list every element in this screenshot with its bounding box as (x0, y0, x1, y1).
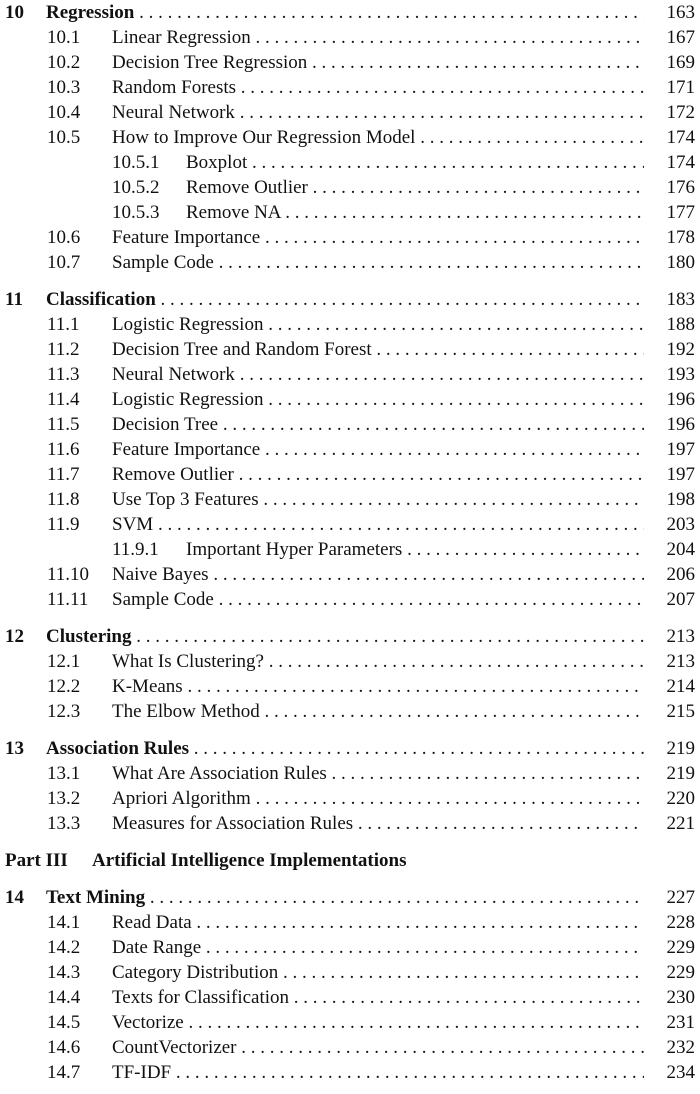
section-number: 11.3 (47, 364, 80, 385)
section-title: Use Top 3 Features . . . (112, 487, 644, 512)
toc-section-row[interactable] (0, 649, 700, 674)
section-number: 12.3 (47, 701, 81, 722)
page-number: 183 (666, 289, 695, 310)
section-title: What Are Association Rules . . . (112, 761, 644, 786)
page-number: 176 (666, 177, 695, 198)
toc-section-row[interactable] (0, 699, 700, 724)
page-number: 193 (666, 364, 695, 385)
page-number: 177 (666, 202, 695, 223)
subsection-title: Boxplot . . . (186, 150, 644, 175)
page-number: 214 (666, 676, 695, 697)
toc-section-row[interactable] (0, 25, 700, 50)
section-title: Decision Tree Regression . . . (112, 50, 644, 75)
section-number: 10.1 (47, 27, 81, 48)
toc-section-row[interactable] (0, 1035, 700, 1060)
page-number: 174 (666, 127, 695, 148)
page-number: 192 (666, 339, 695, 360)
toc-section-row[interactable] (0, 100, 700, 125)
section-title: TF-IDF . . . (112, 1060, 644, 1085)
section-title: Decision Tree and Random Forest . . . (112, 337, 644, 362)
section-title: Logistic Regression . . . (112, 312, 644, 337)
page-number: 163 (666, 2, 695, 23)
toc-subsection-row[interactable] (0, 150, 700, 175)
section-number: 14.1 (47, 912, 81, 933)
chapter-title: Association Rules . . . (46, 736, 644, 761)
chapter-title: Regression . . . (46, 0, 644, 25)
page-number: 198 (666, 489, 695, 510)
section-title: Feature Importance . . . (112, 225, 644, 250)
section-title: Category Distribution . . . (112, 960, 644, 985)
page-number: 228 (666, 912, 695, 933)
section-number: 14.4 (47, 987, 81, 1008)
toc-subsection-row[interactable] (0, 200, 700, 225)
section-number: 11.1 (47, 314, 80, 335)
page-number: 178 (666, 227, 695, 248)
toc-section-row[interactable] (0, 960, 700, 985)
toc-section-row[interactable] (0, 250, 700, 275)
page-number: 231 (666, 1012, 695, 1033)
chapter-number: 12 (5, 626, 24, 647)
section-title: Sample Code . . . (112, 587, 644, 612)
toc-section-row[interactable] (0, 985, 700, 1010)
page-number: 206 (666, 564, 695, 585)
section-title: Neural Network . . . (112, 362, 644, 387)
chapter-title: Clustering . . . (46, 624, 644, 649)
subsection-title: Remove Outlier . . . (186, 175, 644, 200)
section-title: The Elbow Method . . . (112, 699, 644, 724)
section-number: 10.4 (47, 102, 81, 123)
toc-section-row[interactable] (0, 786, 700, 811)
toc-section-row[interactable] (0, 225, 700, 250)
page-number: 232 (666, 1037, 695, 1058)
subsection-title: Important Hyper Parameters . . . (186, 537, 644, 562)
page-number: 227 (666, 887, 695, 908)
page-number: 229 (666, 937, 695, 958)
page-number: 197 (666, 439, 695, 460)
page-number: 207 (666, 589, 695, 610)
section-title: CountVectorizer . . . (112, 1035, 644, 1060)
section-number: 14.7 (47, 1062, 81, 1083)
section-title: What Is Clustering? . . . (112, 649, 644, 674)
section-title: Naive Bayes . . . (112, 562, 644, 587)
page-number: 203 (666, 514, 695, 535)
section-title: Remove Outlier . . . (112, 462, 644, 487)
toc-section-row[interactable] (0, 437, 700, 462)
page-number: 221 (666, 813, 695, 834)
section-title: Linear Regression . . . (112, 25, 644, 50)
section-title: Feature Importance . . . (112, 437, 644, 462)
toc-section-row[interactable] (0, 50, 700, 75)
page-number: 180 (666, 252, 695, 273)
toc-section-row[interactable] (0, 487, 700, 512)
page-number: 197 (666, 464, 695, 485)
toc-chapter-row[interactable] (0, 0, 700, 25)
section-number: 11.10 (47, 564, 90, 585)
toc-section-row[interactable] (0, 412, 700, 437)
toc-chapter-row[interactable] (0, 736, 700, 761)
section-title: K-Means . . . (112, 674, 644, 699)
section-number: 13.1 (47, 763, 81, 784)
section-title: Neural Network . . . (112, 100, 644, 125)
toc-section-row[interactable] (0, 910, 700, 935)
part-label: Part III (5, 850, 68, 871)
section-title: Texts for Classification . . . (112, 985, 644, 1010)
subsection-number: 10.5.1 (112, 152, 160, 173)
toc-chapter-row[interactable] (0, 885, 700, 910)
page-number: 220 (666, 788, 695, 809)
chapter-title: Classification . . . (46, 287, 644, 312)
chapter-title: Text Mining . . . (46, 885, 644, 910)
page-number: 219 (666, 763, 695, 784)
section-title: Random Forests . . . (112, 75, 644, 100)
chapter-number: 14 (5, 887, 24, 908)
section-number: 10.2 (47, 52, 81, 73)
toc-section-row[interactable] (0, 1060, 700, 1085)
page-number: 172 (666, 102, 695, 123)
toc-section-row[interactable] (0, 587, 700, 612)
toc-section-row[interactable] (0, 935, 700, 960)
page-number: 234 (666, 1062, 695, 1083)
section-number: 11.2 (47, 339, 80, 360)
page-number: 196 (666, 389, 695, 410)
chapter-number: 13 (5, 738, 24, 759)
subsection-number: 10.5.2 (112, 177, 160, 198)
page-number: 169 (666, 52, 695, 73)
page-number: 171 (666, 77, 695, 98)
page-number: 167 (666, 27, 695, 48)
toc-section-row[interactable] (0, 125, 700, 150)
toc-section-row[interactable] (0, 75, 700, 100)
toc-section-row[interactable] (0, 387, 700, 412)
toc-section-row[interactable] (0, 312, 700, 337)
page-number: 204 (666, 539, 695, 560)
toc-section-row[interactable] (0, 562, 700, 587)
section-number: 12.1 (47, 651, 81, 672)
toc-section-row[interactable] (0, 811, 700, 836)
section-number: 11.11 (47, 589, 89, 610)
section-number: 14.2 (47, 937, 81, 958)
chapter-number: 10 (5, 2, 24, 23)
section-title: Measures for Association Rules . . . (112, 811, 644, 836)
section-title: Apriori Algorithm . . . (112, 786, 644, 811)
page-number: 229 (666, 962, 695, 983)
toc-subsection-row[interactable] (0, 537, 700, 562)
section-number: 14.3 (47, 962, 81, 983)
section-number: 10.7 (47, 252, 81, 273)
section-title: How to Improve Our Regression Model . . . (112, 125, 644, 150)
section-number: 12.2 (47, 676, 81, 697)
section-number: 10.3 (47, 77, 81, 98)
toc-section-row[interactable] (0, 337, 700, 362)
section-title: Read Data . . . (112, 910, 644, 935)
page-number: 215 (666, 701, 695, 722)
toc-chapter-row[interactable] (0, 624, 700, 649)
toc-section-row[interactable] (0, 761, 700, 786)
subsection-number: 11.9.1 (112, 539, 159, 560)
section-title: SVM . . . (112, 512, 644, 537)
section-number: 14.5 (47, 1012, 81, 1033)
section-number: 11.6 (47, 439, 80, 460)
page-number: 219 (666, 738, 695, 759)
section-number: 13.3 (47, 813, 81, 834)
toc-section-row[interactable] (0, 674, 700, 699)
page-number: 174 (666, 152, 695, 173)
section-number: 13.2 (47, 788, 81, 809)
section-number: 11.5 (47, 414, 80, 435)
page-number: 213 (666, 626, 695, 647)
subsection-number: 10.5.3 (112, 202, 160, 223)
subsection-title: Remove NA . . . (186, 200, 644, 225)
toc-subsection-row[interactable] (0, 175, 700, 200)
section-number: 11.7 (47, 464, 80, 485)
section-title: Date Range . . . (112, 935, 644, 960)
section-number: 10.5 (47, 127, 81, 148)
chapter-number: 11 (5, 289, 23, 310)
section-title: Decision Tree . . . (112, 412, 644, 437)
toc-section-row[interactable] (0, 362, 700, 387)
section-number: 10.6 (47, 227, 81, 248)
page-number: 230 (666, 987, 695, 1008)
page-number: 213 (666, 651, 695, 672)
toc-section-row[interactable] (0, 1010, 700, 1035)
part-title: Artificial Intelligence Implementations (92, 850, 407, 871)
page-number: 196 (666, 414, 695, 435)
section-number: 11.8 (47, 489, 80, 510)
section-number: 14.6 (47, 1037, 81, 1058)
toc-section-row[interactable] (0, 512, 700, 537)
section-title: Logistic Regression . . . (112, 387, 644, 412)
section-title: Sample Code . . . (112, 250, 644, 275)
page-number: 188 (666, 314, 695, 335)
section-title: Vectorize . . . (112, 1010, 644, 1035)
toc-chapter-row[interactable] (0, 287, 700, 312)
section-number: 11.4 (47, 389, 80, 410)
section-number: 11.9 (47, 514, 80, 535)
toc-section-row[interactable] (0, 462, 700, 487)
